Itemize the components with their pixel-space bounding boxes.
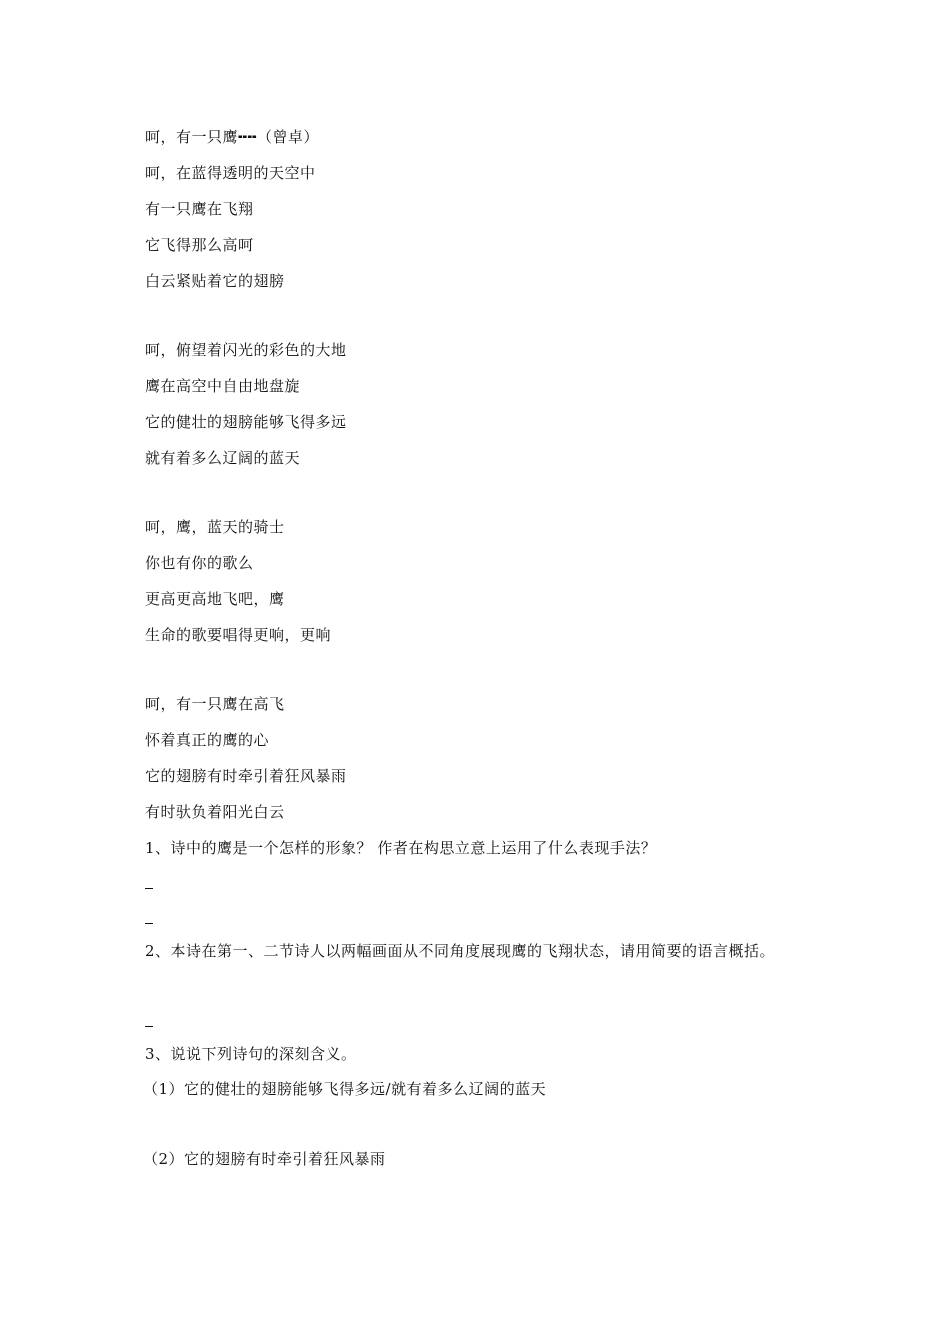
poem-line: 白云紧贴着它的翅膀	[145, 272, 285, 290]
question-1: 1、诗中的鹰是一个怎样的形象？ 作者在构思立意上运用了什么表现手法？	[145, 839, 657, 857]
poem-line: 怀着真正的鹰的心	[145, 731, 270, 749]
question-3-item-1: （1）它的健壮的翅膀能够飞得多远/就有着多么辽阔的蓝天	[143, 1080, 547, 1098]
poem-title: 呵，有一只鹰╍╍（曾卓）	[145, 128, 320, 146]
poem-line: 呵，在蓝得透明的天空中	[145, 164, 316, 182]
poem-line: 就有着多么辽阔的蓝天	[145, 449, 301, 467]
question-3-item-2: （2）它的翅膀有时牵引着狂风暴雨	[143, 1150, 386, 1168]
poem-line: 呵，鹰，蓝天的骑士	[145, 518, 285, 536]
poem-line: 生命的歌要唱得更响，更响	[145, 626, 332, 644]
answer-blank[interactable]	[145, 923, 153, 924]
poem-line: 有时驮负着阳光白云	[145, 803, 285, 821]
poem-line: 呵，有一只鹰在高飞	[145, 695, 285, 713]
poem-line: 鹰在高空中自由地盘旋	[145, 377, 301, 395]
poem-line: 它飞得那么高呵	[145, 236, 254, 254]
question-3: 3、说说下列诗句的深刻含义。	[145, 1045, 357, 1063]
answer-blank[interactable]	[145, 1026, 153, 1027]
poem-line: 更高更高地飞吧，鹰	[145, 590, 285, 608]
poem-line: 你也有你的歌么	[145, 554, 254, 572]
question-2: 2、本诗在第一、二节诗人以两幅画面从不同角度展现鹰的飞翔状态，请用简要的语言概括。	[145, 942, 776, 960]
poem-line: 它的健壮的翅膀能够飞得多远	[145, 413, 347, 431]
poem-line: 它的翅膀有时牵引着狂风暴雨	[145, 767, 347, 785]
poem-line: 呵，俯望着闪光的彩色的大地	[145, 341, 347, 359]
poem-line: 有一只鹰在飞翔	[145, 200, 254, 218]
answer-blank[interactable]	[145, 888, 153, 889]
